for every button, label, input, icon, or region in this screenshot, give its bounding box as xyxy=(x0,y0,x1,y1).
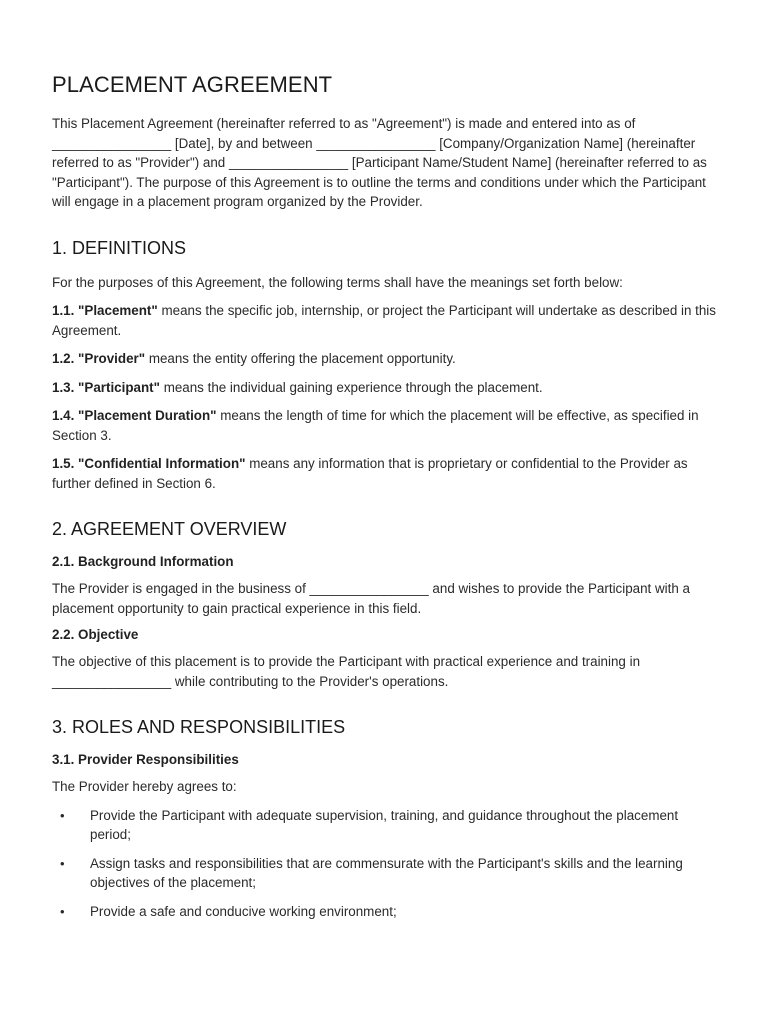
document-title: PLACEMENT AGREEMENT xyxy=(52,72,333,97)
definition-1-3 xyxy=(52,378,718,398)
definition-text: means any information that is proprietary or confidential to the Provider as further defined in Section 6. xyxy=(52,456,688,491)
list-item xyxy=(52,806,718,845)
subsection-2-2-heading: 2.2. Objective xyxy=(52,627,139,642)
objective-paragraph: The objective of this placement is to provide the Participant with practical experience and training in ________________ while contributing to the Provider's operations. xyxy=(52,654,641,689)
subsection-3-1-heading: 3.1. Provider Responsibilities xyxy=(52,752,239,767)
section-3-heading: 3. ROLES AND RESPONSIBILITIES xyxy=(52,717,346,737)
provider-agrees-lead: The Provider hereby agrees to: xyxy=(52,779,237,794)
definition-1-1 xyxy=(52,301,718,340)
bullet-icon: • xyxy=(60,903,65,919)
definition-1-5 xyxy=(52,454,718,493)
definition-text: means the individual gaining experience through the placement. xyxy=(159,379,543,395)
section-2-heading: 2. AGREEMENT OVERVIEW xyxy=(52,519,287,539)
definition-term: 1.4. "Placement Duration" xyxy=(52,408,217,423)
definition-text: means the entity offering the placement opportunity. xyxy=(145,351,456,366)
intro-paragraph: This Placement Agreement (hereinafter referred to as "Agreement") is made and entered into as of ________________ [Date], by and between ________________ [Company/Organization Name] (hereinafter referred to as "Provider") and ________________ [Participant Name/Student Name] (hereinafter referred to as "Participant"). The purpose of this Agreement is to outline the terms and conditions under which the Participant will engage in a placement program organized by the Provider. xyxy=(52,116,707,209)
definition-1-4 xyxy=(52,406,718,445)
definition-term: 1.3. "Participant" xyxy=(52,379,160,395)
subsection-2-1-heading: 2.1. Background Information xyxy=(52,554,234,569)
list-item xyxy=(52,902,718,922)
definition-1-2 xyxy=(52,349,718,369)
bullet-icon: • xyxy=(60,807,65,823)
list-item-text: Provide a safe and conducive working environment; xyxy=(90,903,397,919)
background-paragraph: The Provider is engaged in the business of ________________ and wishes to provide the Participant with a placement opportunity to gain practical experience in this field. xyxy=(52,581,690,616)
bullet-icon: • xyxy=(60,855,65,871)
provider-responsibilities-list xyxy=(52,806,718,922)
definition-term: 1.1. "Placement" xyxy=(52,303,158,318)
list-item xyxy=(52,854,718,893)
definition-text: means the specific job, internship, or project the Participant will undertake as described in this Agreement. xyxy=(52,303,716,338)
list-item-text: Assign tasks and responsibilities that are commensurate with the Participant's skills and the learning objectives of the placement; xyxy=(90,855,683,890)
definition-term: 1.2. "Provider" xyxy=(52,351,146,366)
definition-text: means the length of time for which the placement will be effective, as specified in Section 3. xyxy=(52,408,699,443)
definitions-lead: For the purposes of this Agreement, the following terms shall have the meanings set forth below: xyxy=(52,274,623,290)
section-1-heading: 1. DEFINITIONS xyxy=(52,237,187,258)
list-item-text: Provide the Participant with adequate supervision, training, and guidance throughout the placement period; xyxy=(90,807,679,842)
definition-term: 1.5. "Confidential Information" xyxy=(52,456,246,471)
